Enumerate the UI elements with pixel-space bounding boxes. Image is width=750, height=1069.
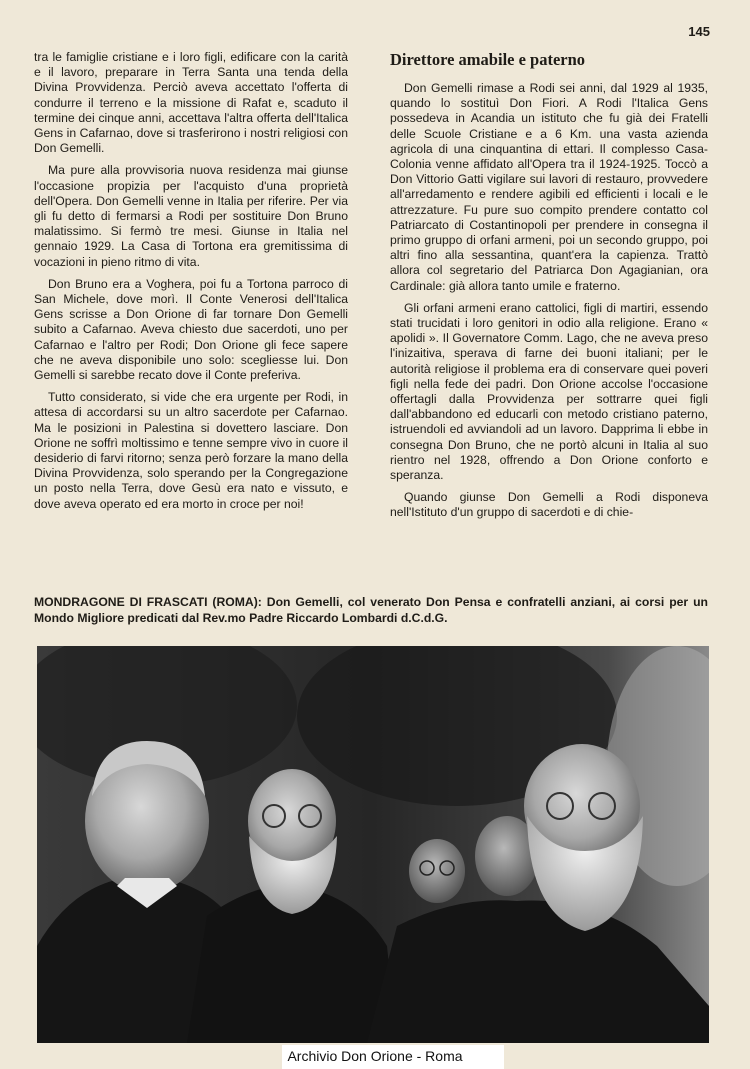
photo-caption [34,594,708,626]
left-paragraph-1: tra le famiglie cristiane e i loro figli, edificare con la carità e il lavoro, preparare in Terra Santa una tenda della Divina Provvidenza. Perciò aveva accettato l'offerta di condurre il terreno e la missione di Rafat e, scaduto il termine dei cinque anni, accettava l'altra offerta dell'Italica Gens in Cafarnao, dove si trasferirono i nostri religiosi con Don Gemelli. [34,50,348,156]
group-photo [37,646,709,1043]
left-paragraph-2: Ma pure alla provvisoria nuova residenza mai giunse l'occasione propizia per l'acquisto d'una proprietà dell'Opera. Don Gemelli venne in Italia per riferire. Per via gli fu detto di fermarsi a Rodi per sostituire Don Bruno malatissimo. Si fermò tre mesi. Giunse in Italia nel gennaio 1929. La Casa di Tortona era gremitissima di vocazioni in pieno ritmo di vita. [34,163,348,269]
footer [0,1045,750,1069]
caption-place: MONDRAGONE DI FRASCATI (ROMA): [34,595,262,609]
right-paragraph-2: Gli orfani armeni erano cattolici, figli di martiri, essendo stati trucidati i loro genitori in odio alla religione. Erano « apolidi ». Il Governatore Comm. Lago, che ne aveva preso l'inizaitiva, sperava di farne dei buoni italiani; per le autorità religiose il problema era di conservare quei poveri figli nella fede dei padri. Don Orione accolse l'occasione offertagli dalla Provvidenza per sottrarre quei figli dall'abbandono ed educarli con metodo cristiano paterno, istruendoli ed avviandoli ad un lavoro. Dapprima li ebbe in consegna Don Bruno, che ne portò alcuni in Italia al suo rientro nel 1928, offrendo a Don Orione conforto e speranza. [390,300,708,483]
left-paragraph-4: Tutto considerato, si vide che era urgente per Rodi, in attesa di accordarsi su un altro sacerdote per Cafarnao. Ma le posizioni in Palestina si dovettero lasciare. Don Orione ne soffrì moltissimo e tenne sempre vivo in cuore il desiderio di farvi ritorno; senza però forzare la mano della Divina Provvidenza, solo sperando per la Congregazione un posto nella Terra, dove Gesù era nato e vissuto, e dove aveva operato ed era morto in croce per noi! [34,390,348,511]
right-column [390,50,708,528]
right-paragraph-1: Don Gemelli rimase a Rodi sei anni, dal 1929 al 1935, quando lo sostituì Don Fiori. A Rodi l'Italica Gens possedeva in Acandia un istituto che fu già dei Fratelli delle Scuole Cristiane e a 6 Km. una vasta azienda agricola di una cinquantina di ettari. Il complesso Casa-Colonia venne affidato all'Opera tra il 1924-1925. Toccò a Don Vittorio Gatti vigilare sui lavori di restauro, provvedere all'arredamento e rendere agibili ed efficienti i locali e le attrezzature. Fu pure suo compito prendere contatto col Patriarcato di Costantinopoli per prendere in consegna il primo gruppo di orfani armeni, poi un secondo gruppo, poi altri fino alla sessantina, quant'era la capienza. Trattò allora col segretario del Patriarca Don Agagianian, ora Cardinale: già allora tanto umile e fraterno. [390,81,708,293]
left-paragraph-3: Don Bruno era a Voghera, poi fu a Tortona parroco di San Michele, dove morì. Il Conte Venerosi dell'Italica Gens scrisse a Don Orione di far tornare Don Gemelli subito a Cafarnao. Aveva chiesto due sacerdoti, uno per Cafarnao e l'altro per Rodi; Don Orione gli fece sapere che ne aveva disponibile uno solo: scegliesse lui. Don Gemelli si sarebbe recato dove il Conte preferiva. [34,276,348,383]
section-heading: Direttore amabile e paterno [390,50,586,69]
archive-label: Archivio Don Orione - Roma [287,1048,463,1064]
page-number: 145 [688,24,710,39]
right-paragraph-3: Quando giunse Don Gemelli a Rodi disponeva nell'Istituto d'un gruppo di sacerdoti e di chie- [390,490,708,520]
left-column [34,50,348,519]
caption-text: Don Gemelli, col venerato Don Pensa e confratelli anziani, ai corsi per un Mondo Migliore predicati dal Rev.mo Padre Riccardo Lombardi d.C.d.G. [34,595,708,625]
